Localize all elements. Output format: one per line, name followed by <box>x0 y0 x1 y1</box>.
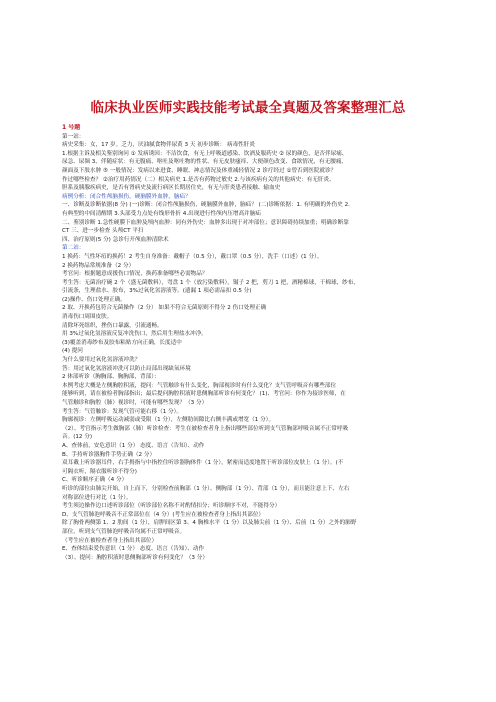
text-line: 2 体部听诊（胸胸部、胸胸部，背部）： <box>62 374 160 381</box>
text-line: （2）、考官指示考生做胸部（肺）听诊检查：考生在被检查者身上指出哪些部位听到支气管胸部呼吸音属不正常呼吸 <box>62 425 349 432</box>
text-line: 作过哪些检查？ ②治疗用药情况（二）相关病史 1.是否有药物过敏史 2.与该疾病有关的其他病史：有无肝炎、 <box>62 176 335 183</box>
text-line: 1 号题 <box>62 124 81 131</box>
text-line: 第一站： <box>62 133 85 140</box>
text-line: 部位，听到支气管肺泡呼吸音均属不正常呼吸音。 <box>62 528 186 535</box>
text-line: 清除坏死组织，挫伤口暴露，引流通畅。 <box>62 322 163 329</box>
text-line: 考官问：根据题意成援伤口情况，换药准备哪些必需物品？ <box>62 271 208 278</box>
text-line: 2 取、开换药包符合无菌操作（2 分） 如果不符合无菌原则不得分 2 伤口处理正确 <box>62 305 267 312</box>
text-line: 尿急、尿频 3、伴随症状：有无腹痛、呕吐及呕吐物的性状、有无皮肤瘙痒、大便颜色改变、食欲情况，有无腰痛、 <box>62 159 348 166</box>
text-line: 考生答：无菌治疗碗 2 个（盛无菌敷料），弯盘 1 个（放污染敷料），镊子 2 把，剪刀 1 把，酒精棉球，干棉球，纱布， <box>62 279 359 286</box>
text-line: （3）、提问：胸腔积液时患侧胸部听诊有何变化？（3 分） <box>62 554 208 561</box>
text-line: C、听诊顺序正确（4 分） <box>62 477 128 484</box>
text-line: (3)覆盖消毒纱布及胶布粘贴方向正确，长度适中 <box>62 339 182 346</box>
document-body <box>62 124 442 562</box>
text-line: 为什么要用过氧化氢溶液冲洗？ <box>62 357 141 364</box>
text-line: B、手持听诊器胸件手势正确（2 分） <box>62 451 156 458</box>
text-line: 消毒伤口周围皮肤。 <box>62 314 113 321</box>
text-line: 一、诊断及诊断依据(8 分) (一)诊断：闭合性颅脑损伤，硬脑膜外血肿，脑疝？ (二)诊断依据：1. 有明确的外伤史 2. <box>62 202 350 209</box>
text-line: 第二站： <box>62 245 85 252</box>
page-title: 临床执业医师实践技能考试最全真题及答案整理汇总 <box>90 100 406 116</box>
text-line: 胸廓视诊：左侧呼吸运动减弱或受限（1 分），左侧肋间隙比右侧丰满或增宽（1 分）。 <box>62 417 275 424</box>
text-line: 音。(12 分) <box>62 434 93 441</box>
text-line: 考生须边操作边口述听诊部位（听诊部位名称不对酌情扣分；听诊顺序不对，不能得分） <box>62 503 281 510</box>
text-line: 1 换药：气性坏疽的换药！2 考生自身准备：戴帽子（0.5 分），戴口罩（0.5 分），洗手（口述）(1 分）。 <box>62 253 323 260</box>
text-line: 答：用过氧化氢溶液冲洗可以防止局部出现缺氧环境 <box>62 365 191 372</box>
text-line: 有典型的中间清醒期 3.头部受力点处有线形骨折 4.出现进行性颅内压增高并脑疝 <box>62 210 261 217</box>
text-line: D、支气管肺泡呼吸音不正常部位在（4 分）(考生应在被检查者身上指出其部位） <box>62 511 265 518</box>
text-line: 病史采集：女，17 岁。乏力，厌油腻食物伴尿黄 3 天 初步诊断： 病毒性肝炎 <box>62 142 255 149</box>
text-line: 用 3%过氧化氢溶液反复冲洗伤口，然后用生理盐水冲净。 <box>62 331 207 338</box>
text-line: 气管触诊和胸腔（肺）视诊时，可能有哪些发现？（3 分） <box>62 400 208 406</box>
text-line: 胆系及胰腺疾病史，是否有肾病史及流行病区长期居住史，有无与肝炎患者接触、输血史 <box>62 185 281 192</box>
text-line: 二、鉴别诊断 1.急性硬膜下血肿及颅内血肿：同有外伤史：血肿多出现于对冲部位；意识障碍持续加重；明确诊断靠 <box>62 219 349 226</box>
text-line: A、查体前，安危意识（1 分） 态度、语言（告知）、动作 <box>62 442 205 449</box>
text-line: CT 三、进一步检查 头颅CT 平扫 <box>62 228 144 235</box>
text-line: 病例分析：闭合性颅脑损伤，硬脑膜外血肿，脑疝？ <box>62 193 191 200</box>
text-line: 能够听到，请在被检者胸部指出；最后提问胸腔积液时患侧胸部听诊有何变化？ (1)、考官问：你作为接诊医师，在 <box>62 391 346 398</box>
text-line: (2)操作、伤口处理正确。 <box>62 296 126 303</box>
text-line: 四、治疗原则(5 分) 急诊行开颅血肿清除术 <box>62 236 169 243</box>
text-line: 可隔衣听，隔衣服听诊不得分) <box>62 468 137 475</box>
text-line: 1.根据主诉及相关鉴别询问 ① 发病诱因：不洁饮食，有无上呼吸道感染、饮酒及服药史 ② 尿的颜色，是否伴尿痛、 <box>62 150 348 157</box>
text-line: 听诊的部位由肺尖开始，自上而下，分别检查前胸部（1 分）、侧胸部（1 分）、背部（1 分），而且能注意上下、左右 <box>62 485 350 492</box>
text-line: 2 换药物品常规准备（2 分） <box>62 262 135 269</box>
text-line: 引流条，生理盐水、胶布，3%过氧化氢溶液等。(遗漏 1 项必需品扣 0.5 分) <box>62 288 252 295</box>
text-line: 对称部位进行对比（1 分）。 <box>62 494 132 501</box>
text-line: （考生应在被检查者身上指出其部位） <box>62 537 158 544</box>
text-line: 双耳戴上听诊器耳件，右手拇指与中指控住听诊器胸体件（1 分），紧密而适度地置于听诊部位皮肤上（1 分）。(不 <box>62 460 344 467</box>
text-line: (4) 提问 <box>62 348 83 355</box>
text-line: 考生答：气管触诊：发现气管可能右移（1 分）。 <box>62 408 183 415</box>
text-line: 本例考虑大概是左侧胸腔积液，提问：气管触诊有什么变化，胸部视诊时有什么变化？支气管呼吸音有哪些部位 <box>62 382 337 389</box>
text-line: E、查体结束爱伤意识（1 分） 态度、语言（告知）、动作 <box>62 546 205 553</box>
text-line: 颜面及下肢水肿 ⑤ 一般情况：发病以来进食、睡眠、神志情况及体重减轻情况 2 诊疗经过 ①曾否到医院就诊？ <box>62 167 337 174</box>
text-line: 除了胸骨两侧第 1、2 肋间（1 分），肩胛间区第 3、4 胸椎水平（1 分）以及肺尖前（1 分）、后前（1 分）之外的肺野 <box>62 520 357 527</box>
